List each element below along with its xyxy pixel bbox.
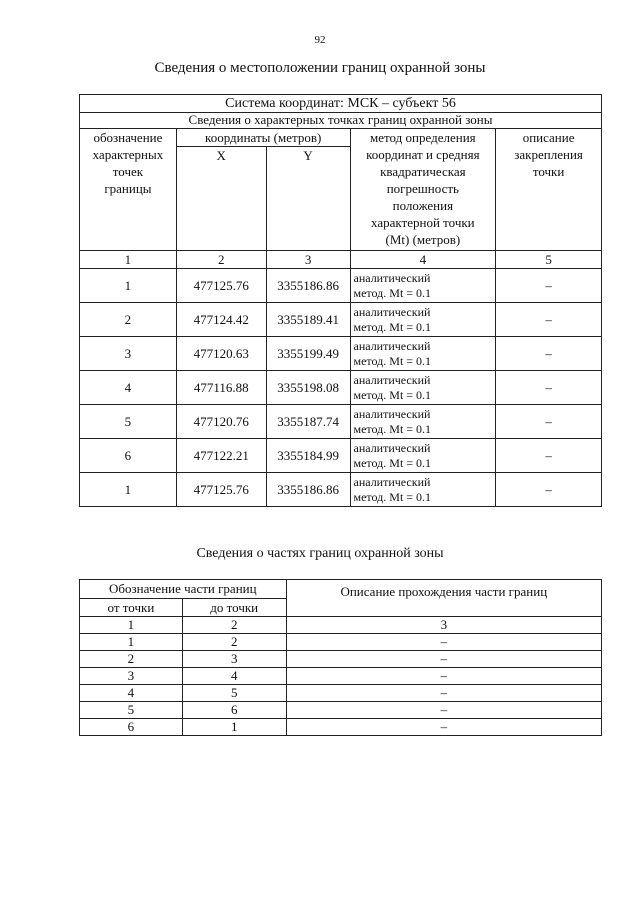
table-row: [80, 685, 602, 702]
coordinates-header: координаты (метров): [176, 129, 350, 147]
table-row: [80, 405, 602, 439]
col-number: 1: [80, 617, 183, 634]
method-cell: [350, 269, 496, 303]
table-row: [80, 719, 602, 736]
fixing-cell: –: [496, 269, 602, 303]
method-line: метод. Mt = 0.1: [353, 489, 432, 504]
method-line: аналитический: [353, 270, 431, 285]
desc-cell: –: [286, 634, 601, 651]
method-line: аналитический: [353, 440, 431, 455]
x-header: X: [176, 147, 266, 251]
method-cell: [350, 405, 496, 439]
fixing-cell: –: [496, 337, 602, 371]
from-cell: 1: [80, 634, 183, 651]
point-cell: 2: [80, 303, 177, 337]
y-header: Y: [266, 147, 350, 251]
method-line: аналитический: [353, 304, 431, 319]
x-cell: 477120.76: [176, 405, 266, 439]
y-cell: 3355184.99: [266, 439, 350, 473]
to-cell: 2: [182, 634, 286, 651]
table-row: [80, 702, 602, 719]
desc-cell: –: [286, 651, 601, 668]
points-subtitle-header: Сведения о характерных точках границ охранной зоны: [80, 113, 602, 129]
method-cell: [350, 303, 496, 337]
header-line: квадратическая: [380, 164, 466, 179]
header-line: положения: [392, 198, 454, 213]
coord-system-header: Система координат: МСК – субъект 56: [80, 95, 602, 113]
y-cell: 3355186.86: [266, 473, 350, 507]
table-row: [80, 303, 602, 337]
y-cell: 3355186.86: [266, 269, 350, 303]
col-number: 3: [286, 617, 601, 634]
to-cell: 6: [182, 702, 286, 719]
header-line: обозначение: [93, 130, 163, 145]
point-designation-header: [80, 129, 177, 251]
header-line: координат и средняя: [366, 147, 480, 162]
from-cell: 2: [80, 651, 183, 668]
to-cell: 5: [182, 685, 286, 702]
to-cell: 1: [182, 719, 286, 736]
method-cell: [350, 439, 496, 473]
page-number: 92: [314, 34, 326, 46]
x-cell: 477125.76: [176, 473, 266, 507]
method-cell: [350, 371, 496, 405]
table-row: [80, 668, 602, 685]
desc-cell: –: [286, 668, 601, 685]
description-header: Описание прохождения части границ: [286, 580, 601, 617]
fixing-cell: –: [496, 473, 602, 507]
table-row: [80, 337, 602, 371]
col-number: 4: [350, 251, 496, 269]
table-row: [80, 269, 602, 303]
method-line: аналитический: [353, 372, 431, 387]
table-row: [80, 371, 602, 405]
method-line: метод. Mt = 0.1: [353, 421, 432, 436]
header-line: закрепления: [514, 147, 583, 162]
method-cell: [350, 337, 496, 371]
to-cell: 3: [182, 651, 286, 668]
x-cell: 477122.21: [176, 439, 266, 473]
header-line: точек: [112, 164, 144, 179]
from-cell: 4: [80, 685, 183, 702]
desc-cell: –: [286, 702, 601, 719]
y-cell: 3355187.74: [266, 405, 350, 439]
header-line: границы: [104, 181, 152, 196]
header-line: характерной точки: [371, 215, 475, 230]
fixing-description-header: [496, 129, 602, 251]
header-line: точки: [532, 164, 565, 179]
point-cell: 1: [80, 269, 177, 303]
method-cell: [350, 473, 496, 507]
from-cell: 5: [80, 702, 183, 719]
method-header: [350, 129, 496, 251]
col-number: 3: [266, 251, 350, 269]
fixing-cell: –: [496, 371, 602, 405]
y-cell: 3355198.08: [266, 371, 350, 405]
table-row: [80, 439, 602, 473]
point-cell: 4: [80, 371, 177, 405]
section2-title: Сведения о частях границ охранной зоны: [196, 546, 444, 561]
to-point-header: до точки: [182, 599, 286, 617]
x-cell: 477124.42: [176, 303, 266, 337]
y-cell: 3355199.49: [266, 337, 350, 371]
method-line: аналитический: [353, 406, 431, 421]
method-line: метод. Mt = 0.1: [353, 319, 432, 334]
col-number: 1: [80, 251, 177, 269]
desc-cell: –: [286, 719, 601, 736]
method-line: метод. Mt = 0.1: [353, 387, 432, 402]
header-line: (Mt) (метров): [385, 232, 461, 247]
y-cell: 3355189.41: [266, 303, 350, 337]
point-cell: 5: [80, 405, 177, 439]
to-cell: 4: [182, 668, 286, 685]
from-point-header: от точки: [80, 599, 183, 617]
method-line: метод. Mt = 0.1: [353, 455, 432, 470]
table-row: [80, 634, 602, 651]
header-line: описание: [522, 130, 575, 145]
col-number: 5: [496, 251, 602, 269]
point-cell: 3: [80, 337, 177, 371]
header-line: метод определения: [370, 130, 476, 145]
x-cell: 477120.63: [176, 337, 266, 371]
header-line: характерных: [92, 147, 164, 162]
section1-title: Сведения о местоположении границ охранной зоны: [154, 60, 486, 76]
fixing-cell: –: [496, 439, 602, 473]
point-cell: 6: [80, 439, 177, 473]
col-number: 2: [176, 251, 266, 269]
x-cell: 477116.88: [176, 371, 266, 405]
table-row: [80, 473, 602, 507]
table-row: [80, 651, 602, 668]
designation-header: Обозначение части границ: [80, 580, 287, 599]
x-cell: 477125.76: [176, 269, 266, 303]
method-line: метод. Mt = 0.1: [353, 285, 432, 300]
boundary-points-table: [79, 94, 602, 507]
boundary-parts-table: [79, 579, 602, 736]
point-cell: 1: [80, 473, 177, 507]
method-line: аналитический: [353, 474, 431, 489]
method-line: аналитический: [353, 338, 431, 353]
from-cell: 3: [80, 668, 183, 685]
method-line: метод. Mt = 0.1: [353, 353, 432, 368]
from-cell: 6: [80, 719, 183, 736]
header-line: погрешность: [386, 181, 459, 196]
fixing-cell: –: [496, 303, 602, 337]
desc-cell: –: [286, 685, 601, 702]
col-number: 2: [182, 617, 286, 634]
fixing-cell: –: [496, 405, 602, 439]
